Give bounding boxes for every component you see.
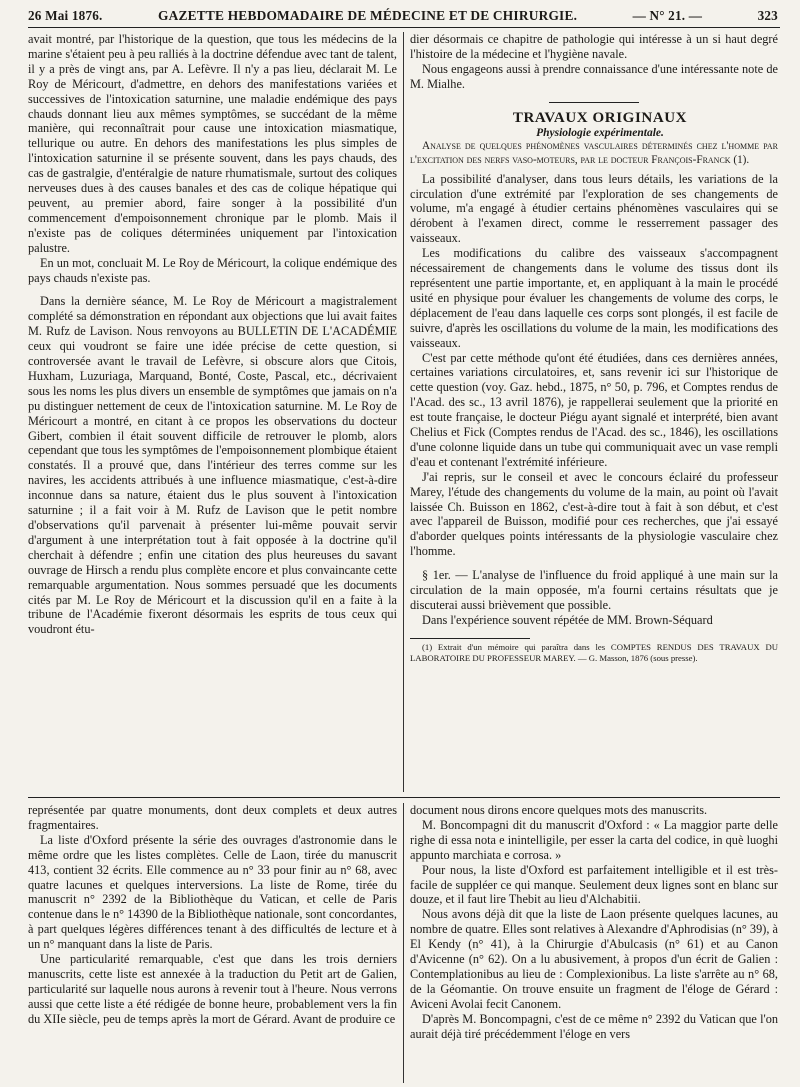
header-rule: [28, 27, 780, 28]
paragraph: représentée par quatre monuments, dont deux complets et deux autres fragmentaires.: [28, 803, 397, 832]
paragraph: En un mot, concluait M. Le Roy de Méricourt, la colique endémique des pays chauds n'existe pas.: [28, 255, 397, 285]
section-separator: [549, 102, 639, 103]
column-bottom-right: [410, 803, 778, 1042]
paragraph: Dans la dernière séance, M. Le Roy de Méricourt a magistralement complété sa démonstration en répondant aux objections que lui avait faites M. Rufz de Lavison. Nous renvoyons au BULLETIN DE L'ACADÉMIE ceux qui voudront se faire une idée précise de cette question, si controversée avant le travail de Lefèvre, si obscure alors que Citois, Huxham, Luzuriaga, Marquand, Bonté, Coste, Pascal, etc., décrivaient sous les noms les plus divers un ensemble de symptômes que jamais on n'a pu distinguer nettement de ceux de l'intoxication saturnine. M. Le Roy de Méricourt a montré, en citant à ce propos les observations du docteur Gibert, combien il était souvent difficile de retrouver le plomb, alors cependant que tous les symptômes de l'empoisonnement plombique étaient constatés. Il a prouvé que, dans l'intérieur des terres comme sur les navires, les accidents attribués à une influence miasmatique, c'est-à-dire inconnue dans sa nature, étaient dus le plus souvent à l'intoxication saturnine ; il a fait voir à M. Rufz de Lavison que le petit nombre d'observations qu'il parvenait à présenter lui-même pouvait servir d'argument à une interprétation tout à fait opposée à la doctrine qu'il cherchait à défendre ; enfin une citation des plus heureuses du savant ouvrage de Hirsch a rendu plus complète encore et plus convaincante cette remarquable argumentation. Nous sommes persuadé que les documents cités par M. Le Roy de Méricourt et la discussion qu'il en a faite à la tribune de l'Académie fixeront désormais les esprits de tous ceux qui voudront étu-: [28, 294, 397, 637]
article-separator-rule: [28, 797, 780, 798]
paragraph: J'ai repris, sur le conseil et avec le concours éclairé du professeur Marey, l'étude des changements du volume de la main, au point où l'avait laissée Ch. Buisson en 1862, c'est-à-dire tout à fait à son début, et c'est avec l'appareil de Buisson, modifié pour ces recherches, que j'ai essayé d'aborder quelques points intéressants de la physiologie vasculaire chez l'homme.: [410, 469, 778, 559]
paragraph: La liste d'Oxford présente la série des ouvrages d'astronomie dans le même ordre que les listes complètes. Celle de Laon, tirée du manuscrit 413, contient 32 écrits. Elle commence au n° 33 pour finir au n° 68, avec quatre lacunes et quelques interversions. La liste de Rome, tirée du manuscrit n° 2392 de la Bibliothèque du Vatican, et celle de Paris contenue dans le n° 14390 de la Bibliothèque nationale, sont concordantes, à part quelques légères différences tenant à des difficultés de lecture et à un n° manquant dans la liste de Paris.: [28, 832, 397, 952]
page-header: [28, 4, 778, 28]
paragraph: La possibilité d'analyser, dans tous leurs détails, les variations de la circulation d'une extrémité par l'exploration de ses changements de volume, m'a engagé à étudier certains phénomènes vasculaires qui se dérobent à l'examen direct, comme le resserrement passager des vaisseaux.: [410, 171, 778, 246]
subsection-title: Physiologie expérimentale.: [536, 126, 664, 139]
footnote-rule: [410, 638, 530, 639]
column-divider-top: [403, 32, 404, 792]
column-bottom-left: [28, 803, 397, 1027]
paragraph: document nous dirons encore quelques mots des manuscrits.: [410, 803, 708, 817]
paragraph: Pour nous, la liste d'Oxford est parfaitement intelligible et il est très-facile de suppléer ce qui manque. Seulement deux lignes sont en blanc sur douze, et il faut lire Thebit au lieu d'Alchabitii.: [410, 862, 778, 907]
paragraph: C'est par cette méthode qu'ont été étudiées, dans ces dernières années, certaines variations circulatoires, et, sans revenir ici sur l'historique de cette question (voy. Gaz. hebd., 1875, n° 50, p. 796, et Comptes rendus de l'Acad. des sc., 13 avril 1876), je rappellerai seulement que la priorité en est toute française, le docteur Piégu ayant signalé et interprété, bien avant Chelius et Fick (Comptes rendus de l'Acad. des sc., 1846), les oscillations d'une colonne liquide dans un tube qui communiquait avec un vase rempli d'eau et contenant l'extrémité inférieure.: [410, 350, 778, 469]
column-divider-bottom: [403, 803, 404, 1083]
paragraph: Nous engageons aussi à prendre connaissance d'une intéressante note de M. Mialhe.: [410, 61, 778, 91]
column-top-right: [410, 32, 778, 664]
article-title: Analyse de quelques phénomènes vasculaires déterminés chez l'homme par l'excitation des nerfs vaso-moteurs, par le docteur François-Franck (1).: [410, 140, 778, 167]
paragraph: § 1er. — L'analyse de l'influence du froid appliqué à une main sur la circulation de la main opposée, m'a fourni certains résultats que je discuterai aussi brièvement que possible.: [410, 568, 778, 612]
paragraph: Les modifications du calibre des vaisseaux s'accompagnent nécessairement de changements dans le volume des tissus dont ils représentent une partie importante, et, en appliquant à la main le procédé usité en physique pour évaluer les changements de volume des corps, le déplacement de l'eau dans laquelle ces corps sont plongés, il est facile de suivre, d'après les oscillations du volume de la main, les modifications des vaisseaux.: [410, 246, 778, 350]
paragraph: Dans l'expérience souvent répétée de MM. Brown-Séquard: [422, 612, 713, 627]
paragraph: dier désormais ce chapitre de pathologie qui intéresse à un si haut degré l'histoire de la médecine et l'hygiène navale.: [410, 32, 778, 61]
paragraph: avait montré, par l'historique de la question, que tous les médecins de la marine s'étaient peu à peu ralliés à la doctrine défendue avec tant de talent, il y a près de vingt ans, par A. Lefèvre. Il n'y a pas lieu, déclarait M. Le Roy de Méricourt, d'admettre, en dehors des manifestations variées et successives de l'intoxication saturnine, une maladie endémique des pays chauds donnant lieu aux mêmes symptômes, se succédant de la même manière, qui reconnaîtrait pour cause une intoxication miasmatique, tellurique ou autre. En dehors des manifestations les plus simples de l'intoxication saturnine il se présente souvent, dans les pays chauds, des cas de gastralgie, d'entéralgie de nature rhumatismale, surtout des coliques nerveuses dues à des causes banales et des cas de colique hépatique qui peuvent, au premier abord, faire songer à la possibilité d'un commencement d'empoisonnement chronique par le plomb. Mais il n'existe pas de coliques déterminées uniquement par l'intoxication palustre.: [28, 32, 397, 255]
issue-number: — N° 21. —: [632, 8, 703, 23]
paragraph: Nous avons déjà dit que la liste de Laon présente quelques lacunes, au nombre de quatre. Elles sont relatives à Alexandre d'Aphrodisias (n° 39), à El Kendy (n° 41), à la Chirurgie d'Abulcasis (n° 61) et au Canon d'Avicenne (n° 62). On a lu abusivement, à propos d'un écrit de Galien : Contemplationibus au lieu de : Complexionibus. La liste s'arrête au n° 68, de la Géomantie. On trouve ensuite un fragment de l'éloge de Gérard : Aviceni Avolai fecit Canonem.: [410, 907, 778, 1011]
journal-title: GAZETTE HEBDOMADAIRE DE MÉDECINE ET DE CHIRURGIE.: [158, 8, 578, 23]
paragraph: Une particularité remarquable, c'est que dans les trois derniers manuscrits, cette liste est annexée à la traduction du Petit art de Galien, particularité sur laquelle nous aurons à revenir tout à l'heure. Nous verrons aussi que cette liste a été rédigée de bonne heure, probablement vers la fin du XIIe siècle, peu de temps après la mort de Gérard. Avant de produire ce: [28, 952, 397, 1026]
section-title: TRAVAUX ORIGINAUX: [512, 109, 688, 126]
issue-date: 26 Mai 1876.: [28, 8, 103, 23]
column-top-left: [28, 32, 397, 637]
page-number: 323: [757, 8, 778, 23]
paragraph: D'après M. Boncompagni, c'est de ce même n° 2392 du Vatican que l'on aurait déjà tiré précédemment l'éloge en vers: [410, 1011, 778, 1041]
paragraph: M. Boncompagni dit du manuscrit d'Oxford : « La maggior parte delle righe di essa nota e inintelligile, per esser la carta del codice, in què luoghi appunto marchiata e corrosa. »: [410, 817, 778, 862]
footnote: (1) Extrait d'un mémoire qui paraîtra dans les COMPTES RENDUS DES TRAVAUX DU LABORATOIRE DU PROFESSEUR MAREY. — G. Masson, 1876 (sous presse).: [410, 641, 778, 663]
